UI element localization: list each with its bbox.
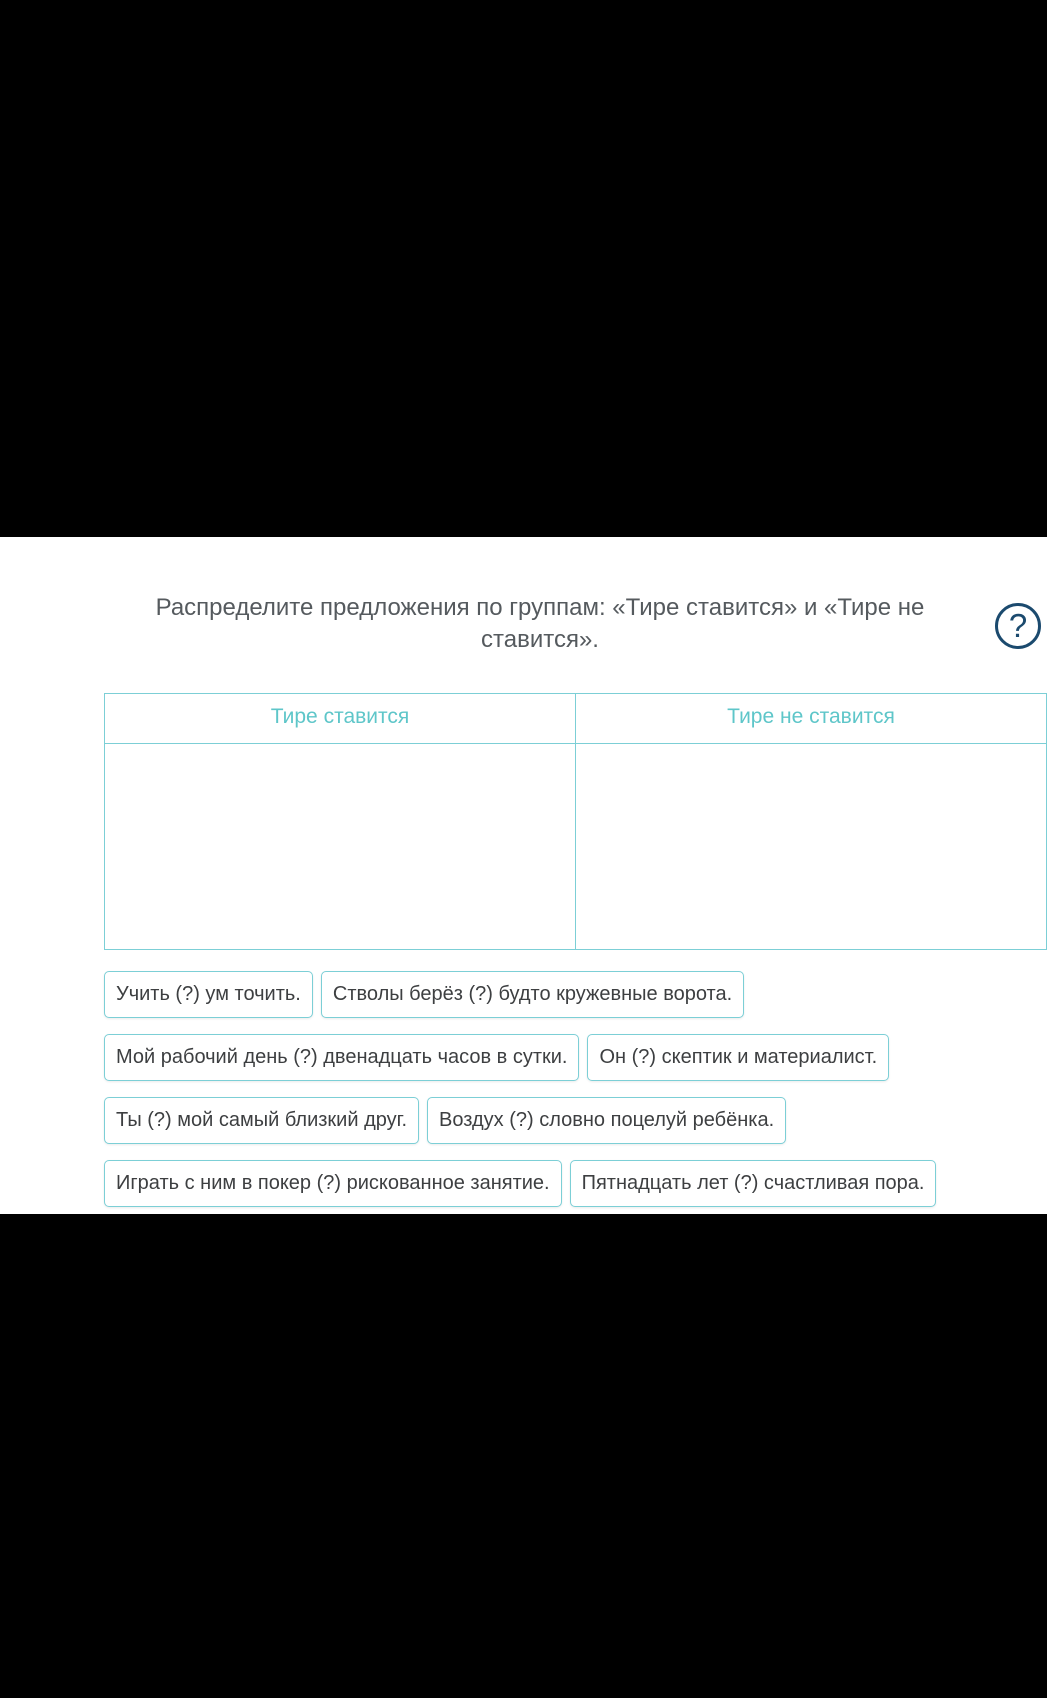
groups-table bbox=[104, 693, 1047, 950]
card-row bbox=[104, 1160, 1034, 1207]
card-row bbox=[104, 1097, 1034, 1144]
dropzone[interactable] bbox=[105, 744, 575, 949]
sentence-card[interactable]: Пятнадцать лет (?) счастливая пора. bbox=[570, 1160, 937, 1207]
top-black-area bbox=[0, 0, 1047, 537]
card-row bbox=[104, 1034, 1034, 1081]
help-icon[interactable]: ? bbox=[995, 603, 1041, 649]
card-row bbox=[104, 971, 1034, 1018]
sentence-card[interactable]: Играть с ним в покер (?) рискованное занятие. bbox=[104, 1160, 562, 1207]
group-dash-required bbox=[105, 694, 575, 949]
exercise-panel bbox=[0, 537, 1047, 1214]
task-title: Распределите предложения по группам: «Тире ставится» и «Тире не ставится». bbox=[155, 594, 925, 653]
bottom-black-area bbox=[0, 1214, 1047, 1698]
sentence-cards bbox=[104, 971, 1034, 1214]
group-header: Тире не ставится bbox=[576, 694, 1046, 744]
sentence-card[interactable]: Мой рабочий день (?) двенадцать часов в сутки. bbox=[104, 1034, 579, 1081]
group-dash-not-required bbox=[575, 694, 1046, 949]
sentence-card[interactable]: Воздух (?) словно поцелуй ребёнка. bbox=[427, 1097, 786, 1144]
sentence-card[interactable]: Ты (?) мой самый близкий друг. bbox=[104, 1097, 419, 1144]
sentence-card[interactable]: Стволы берёз (?) будто кружевные ворота. bbox=[321, 971, 744, 1018]
group-header: Тире ставится bbox=[105, 694, 575, 744]
dropzone[interactable] bbox=[576, 744, 1046, 949]
sentence-card[interactable]: Учить (?) ум точить. bbox=[104, 971, 313, 1018]
sentence-card[interactable]: Он (?) скептик и материалист. bbox=[587, 1034, 889, 1081]
